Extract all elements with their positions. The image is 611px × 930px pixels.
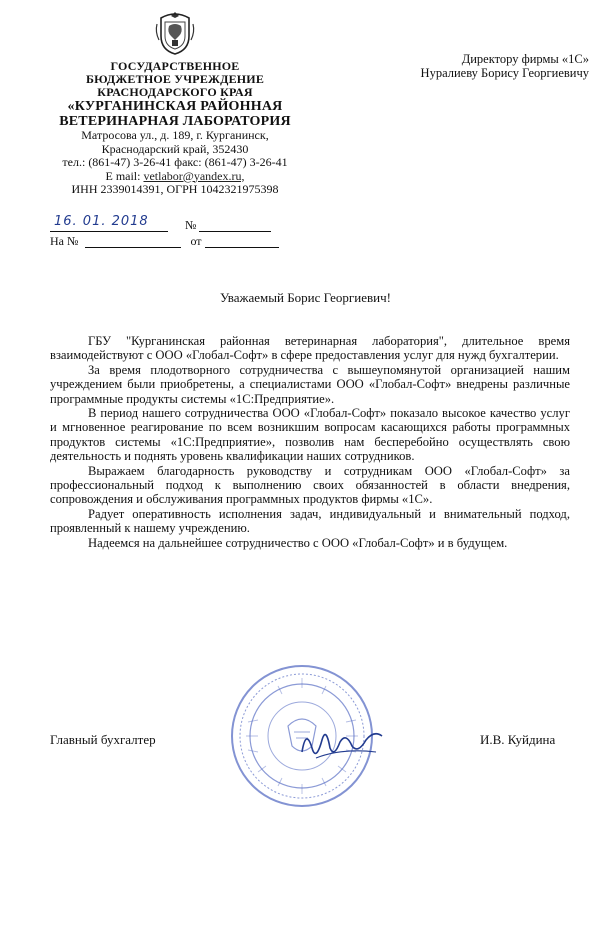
email-line xyxy=(40,170,310,184)
from-label: от xyxy=(190,234,202,248)
phone-fax: тел.: (861-47) 3-26-41 факс: (861-47) 3-26-41 xyxy=(62,155,288,169)
date-field xyxy=(50,214,168,232)
paragraph: Выражаем благодарность руководству и сотрудникам ООО «Глобал-Софт» за профессиональный подход к выполнению своих обязанностей в области внедрения, сопровождения и обслуживания программных продуктов фирмы «1С». xyxy=(50,463,570,507)
letter-body xyxy=(50,334,570,550)
outgoing-number-line xyxy=(50,214,290,232)
from-field xyxy=(205,235,279,248)
org-type-line-1: ГОСУДАРСТВЕННОЕ xyxy=(110,59,240,73)
paragraph: Надеемся на дальнейшее сотрудничество с ООО «Глобал-Софт» и в будущем. xyxy=(88,535,508,550)
org-type-line-2: БЮДЖЕТНОЕ УЧРЕЖДЕНИЕ xyxy=(85,72,265,86)
recipient-line-2: Нуралиеву Борису Георгиевичу xyxy=(420,66,589,80)
paragraph: За время плодотворного сотрудничества с вышеупомянутой организацией нашим учреждением были приобретены, а специалистами ООО «Глобал-Софт» внедрены различные программные продукты системы «1С:Предприятие». xyxy=(50,362,570,406)
paragraph: В период нашего сотрудничества ООО «Глобал-Софт» показало высокое качество услуг и мгновенное реагирование по всем возникшим вопросам касающихся работы программных продуктов системы «1С:Предприятие», позволив нам бесперебойно осуществлять свою деятельность и поднять уровень квалификации наших сотрудников. xyxy=(50,406,570,464)
email-label: E mail: xyxy=(105,168,141,183)
recipient-block xyxy=(399,52,589,80)
paragraph: ГБУ "Курганинская районная ветеринарная лаборатория", длительное время взаимодействуют с ООО «Глобал-Софт» в сфере предоставления услуг для нужд бухгалтерии. xyxy=(50,334,570,363)
tax-ids: ИНН 2339014391, ОГРН 1042321975398 xyxy=(71,182,279,196)
email-address[interactable]: vetlabor@yandex.ru, xyxy=(143,168,245,183)
paragraph: Радует оперативность исполнения задач, индивидуальный и внимательный подход, проявленный к нашему учреждению. xyxy=(50,506,570,536)
signer-position: Главный бухгалтер xyxy=(50,732,156,747)
number-field xyxy=(199,219,271,232)
org-region: КРАСНОДАРСКОГО КРАЯ xyxy=(97,85,253,99)
org-name-line-1: «КУРГАНИНСКАЯ РАЙОННАЯ xyxy=(67,99,283,114)
handwritten-signature xyxy=(296,718,388,766)
reference-label: На № xyxy=(50,234,79,248)
number-label: № xyxy=(185,218,197,232)
org-name-line-2: ВЕТЕРИНАРНАЯ ЛАБОРАТОРИЯ xyxy=(59,114,291,129)
address-line-1: Матросова ул., д. 189, г. Курганинск, xyxy=(81,128,269,142)
handwritten-date: 16. 01. 2018 xyxy=(54,214,149,229)
recipient-line-1: Директору фирмы «1С» xyxy=(461,52,589,66)
greeting: Уважаемый Борис Георгиевич! xyxy=(220,290,391,305)
signer-name: И.В. Куйдина xyxy=(480,732,556,747)
coat-of-arms-icon xyxy=(153,10,197,56)
address-line-2: Краснодарский край, 352430 xyxy=(101,141,249,156)
letterhead xyxy=(40,10,310,197)
reference-field xyxy=(85,235,181,248)
reference-number-line xyxy=(50,234,290,248)
